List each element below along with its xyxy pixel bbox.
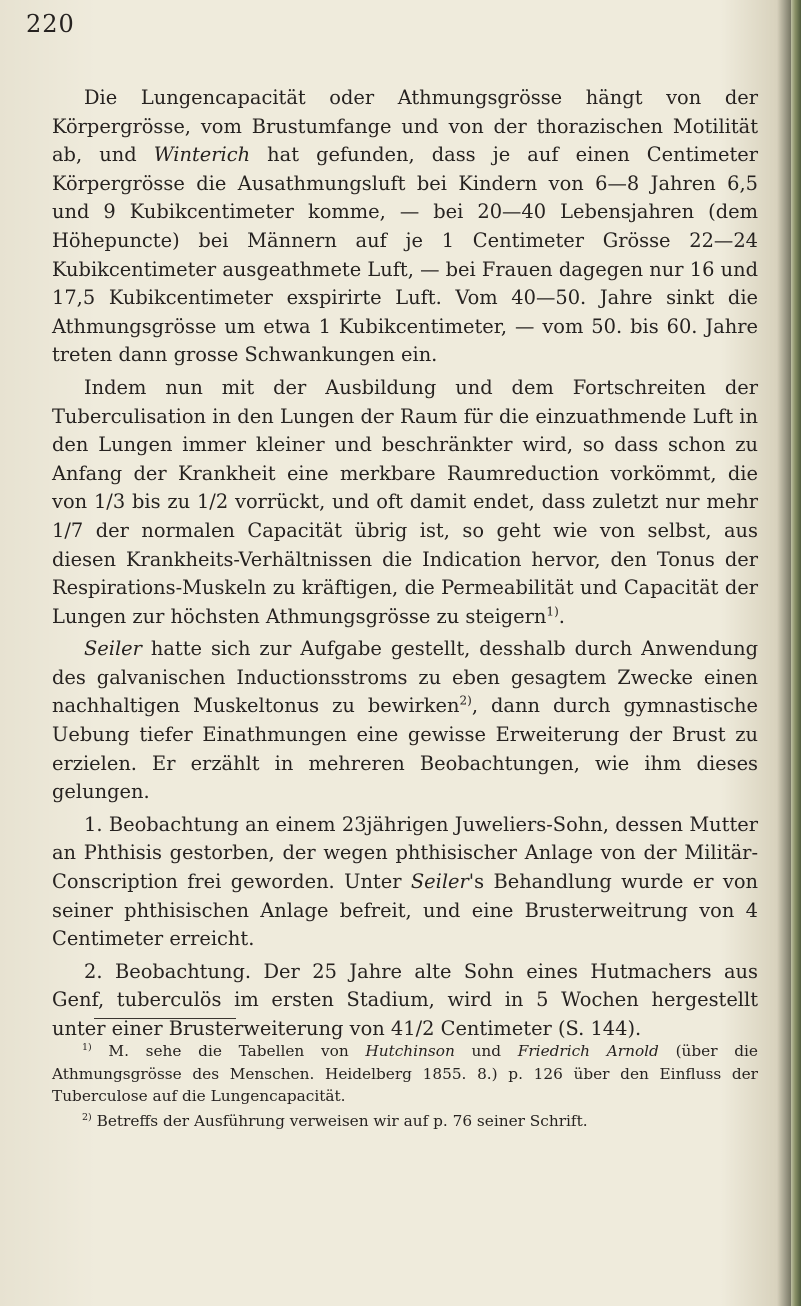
footnotes: [52, 1040, 758, 1132]
italic-name: Hutchinson: [365, 1042, 455, 1060]
text-run: M. sehe die Tabellen von: [91, 1042, 366, 1060]
text-run: und: [454, 1042, 518, 1060]
paragraph-observation-2: [52, 958, 758, 1044]
footnote-ref: 2): [82, 1111, 92, 1123]
fraction: 1/2: [196, 490, 229, 514]
page-number: 220: [26, 10, 75, 38]
paragraph-lung-capacity: [52, 84, 758, 370]
footnote-ref: 1): [82, 1041, 92, 1053]
italic-name: Friedrich Arnold: [517, 1042, 659, 1060]
text-run: hat gefunden, dass je auf einen Centimeter Körpergrösse die Ausathmungsluft bei Kindern von 6—8 Jahren 6,5 und 9 Kubikcentimeter komme, — bei 20—40 Lebensjahren (dem Höhepuncte) bei Männern auf je 1 Centimeter Grösse 22—24 Kubikcentimeter ausgeathmete Luft, — bei Frauen dagegen nur 16 und 17,5 Kubikcentimeter exspirirte Luft. Vom 40—50. Jahre sinkt die Athmungsgrösse um etwa 1 Kubikcentimeter, — vom 50. bis 60. Jahre treten dann grosse Schwankungen ein.: [52, 143, 758, 367]
paragraph-seiler: [52, 635, 758, 807]
text-run: 's Behandlung wurde er von seiner phthisischen Anlage befreit, und eine Brusterweitrung von 4 Centimeter erreicht.: [52, 870, 759, 951]
page-edge-shadow: [791, 0, 801, 1306]
footnote-1: [52, 1040, 758, 1108]
text-run: , dann durch gymnastische Uebung tiefer Einathmungen eine gewisse Erweiterung der Brust zu erzielen. Er erzählt in mehreren Beobachtungen, wie ihm dieses gelungen.: [52, 694, 758, 804]
text-run: Indem nun mit der Ausbildung und dem Fortschreiten der Tuberculisation in den Lungen der Raum für die einzuathmende Luft in den Lungen immer kleiner und beschränkter wird, so dass schon zu Anfang der Krankheit eine merkbare Raumreduction vorkömmt, die von: [52, 375, 758, 514]
text-run: vorrückt, und oft damit endet, dass zuletzt nur mehr: [228, 490, 759, 514]
paragraph-tuberculisation: [52, 374, 758, 631]
footnote-divider: [94, 1018, 236, 1019]
text-run: 1. Beobachtung an einem 23jährigen Juweliers-Sohn, dessen Mutter an Phthisis gestorben, der wegen phthisischer Anlage von der Militär-Conscription frei geworden. Unter: [52, 812, 758, 894]
text-run: .: [558, 604, 565, 628]
text-run: (über die Athmungsgrösse des Menschen. Heidelberg 1855. 8.) p. 126 über den Einfluss der Tuberculose auf die Lungencapacität.: [52, 1042, 758, 1105]
footnote-2: [52, 1110, 758, 1133]
text-run: Centimeter (S. 144).: [434, 1017, 642, 1040]
text-run: hatte sich zur Aufgabe gestellt, desshalb durch Anwendung des galvanischen Inductionsstroms zu eben gesagtem Zwecke einen nachhaltigen Muskeltonus zu bewirken: [52, 637, 758, 718]
paragraph-observation-1: [52, 811, 758, 954]
italic-name: Seiler: [84, 637, 142, 661]
italic-name: Seiler: [410, 870, 469, 894]
body-text: [52, 84, 758, 1044]
footnote-ref: 1): [546, 604, 559, 619]
text-run: 2. Beobachtung. Der 25 Jahre alte Sohn eines Hutmachers aus Genf, tuberculös im ersten Stadium, wird in 5 Wochen hergestellt unter einer Brusterweiterung von 4: [52, 959, 758, 1040]
fraction: 1/7: [52, 518, 84, 542]
italic-name: Winterich: [153, 143, 251, 167]
fraction: 1/3: [93, 490, 126, 514]
text-run: Die Lungencapacität oder Athmungsgrösse hängt von der Körpergrösse, vom Brustumfange und von der thorazischen Motilität ab, und: [52, 86, 758, 167]
text-run: bis zu: [125, 490, 197, 514]
fraction: 1/2: [403, 1017, 435, 1040]
text-run: Betreffs der Ausführung verweisen wir auf p. 76 seiner Schrift.: [91, 1111, 588, 1130]
footnote-ref: 2): [459, 694, 472, 708]
text-run: der normalen Capacität übrig ist, so geht wie von selbst, aus diesen Krankheits-Verhältnissen die Indication hervor, den Tonus der Respirations-Muskeln zu kräftigen, die Permeabilität und Capacität der Lungen zur höchsten Athmungsgrösse zu steigern: [52, 518, 758, 628]
